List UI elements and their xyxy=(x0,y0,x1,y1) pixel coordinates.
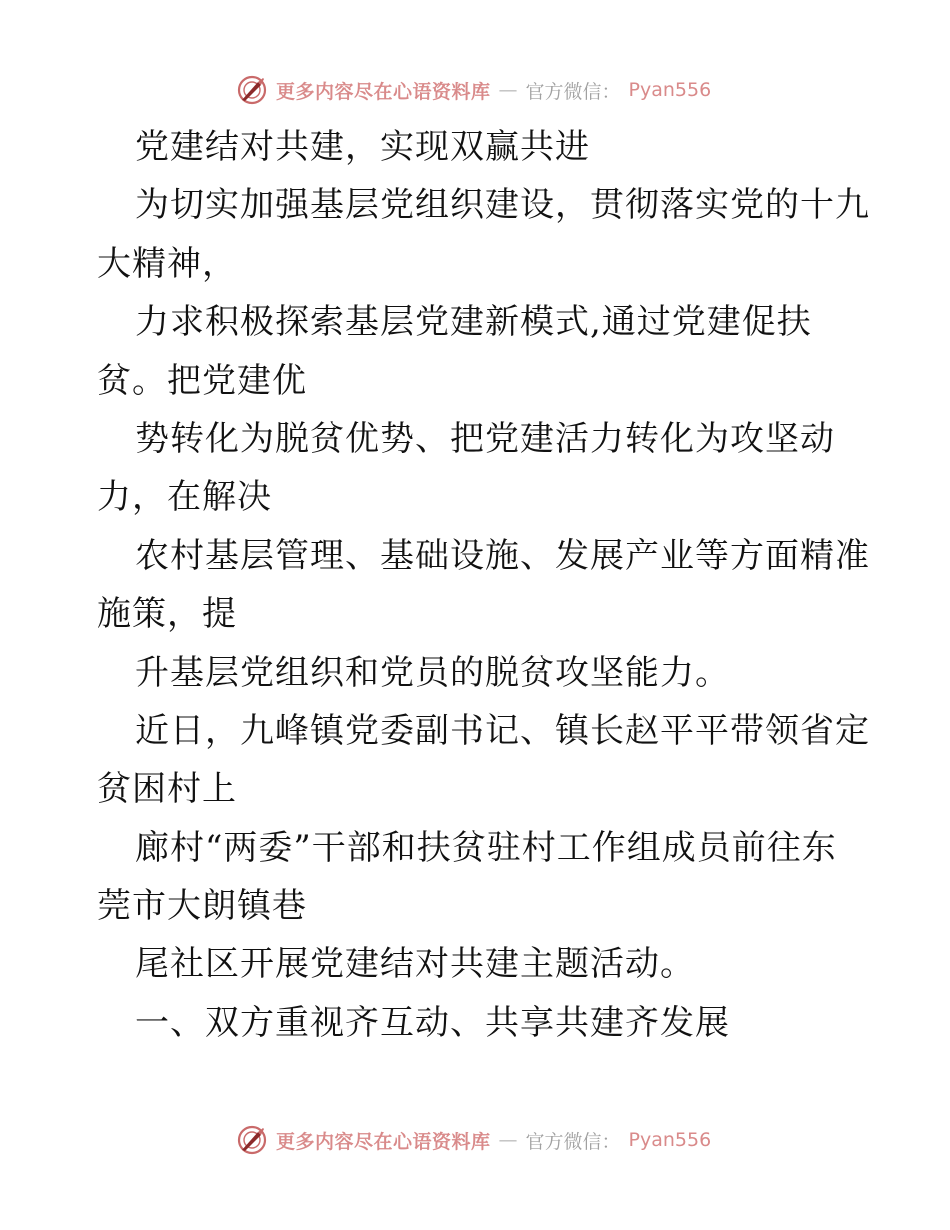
text-line: 贫。把党建优 xyxy=(97,360,307,401)
text-line: 廊村“两委”干部和扶贫驻村工作组成员前往东 xyxy=(135,827,837,868)
watermark-wechat-label: 官方微信： xyxy=(525,80,621,103)
watermark-main-text: 更多内容尽在心语资料库 xyxy=(276,1130,491,1153)
watermark-main-text: 更多内容尽在心语资料库 xyxy=(276,80,491,103)
watermark-wechat-id: Pyan556 xyxy=(628,1129,712,1151)
text-line: 势转化为脱贫优势、把党建活力转化为攻坚动 xyxy=(135,418,835,459)
text-line: 农村基层管理、基础设施、发展产业等方面精准 xyxy=(135,535,870,576)
text-line: 力求积极探索基层党建新模式,通过党建促扶 xyxy=(135,302,812,343)
section-heading: 一、双方重视齐互动、共享共建齐发展 xyxy=(135,1002,730,1043)
watermark-separator: — xyxy=(498,79,518,101)
text-line: 施策，提 xyxy=(97,594,237,635)
quill-logo-icon xyxy=(236,74,268,106)
text-line: 近日，九峰镇党委副书记、镇长赵平平带领省定 xyxy=(135,710,870,751)
text-line: 大精神， xyxy=(97,243,237,284)
footer-watermark xyxy=(236,1120,716,1160)
text-line: 为切实加强基层党组织建设，贯彻落实党的十九 xyxy=(135,185,870,226)
text-line: 升基层党组织和党员的脱贫攻坚能力。 xyxy=(135,652,730,693)
header-watermark xyxy=(236,70,716,110)
watermark-wechat-label: 官方微信： xyxy=(525,1130,621,1153)
text-line: 贫困村上 xyxy=(97,769,237,810)
document-body xyxy=(97,118,870,1052)
watermark-separator: — xyxy=(498,1129,518,1151)
text-line: 尾社区开展党建结对共建主题活动。 xyxy=(135,944,695,985)
text-line: 力，在解决 xyxy=(97,477,272,518)
document-title: 党建结对共建，实现双赢共进 xyxy=(135,127,590,167)
watermark-wechat-id: Pyan556 xyxy=(628,79,712,101)
text-line: 莞市大朗镇巷 xyxy=(97,886,307,927)
quill-logo-icon xyxy=(236,1124,268,1156)
